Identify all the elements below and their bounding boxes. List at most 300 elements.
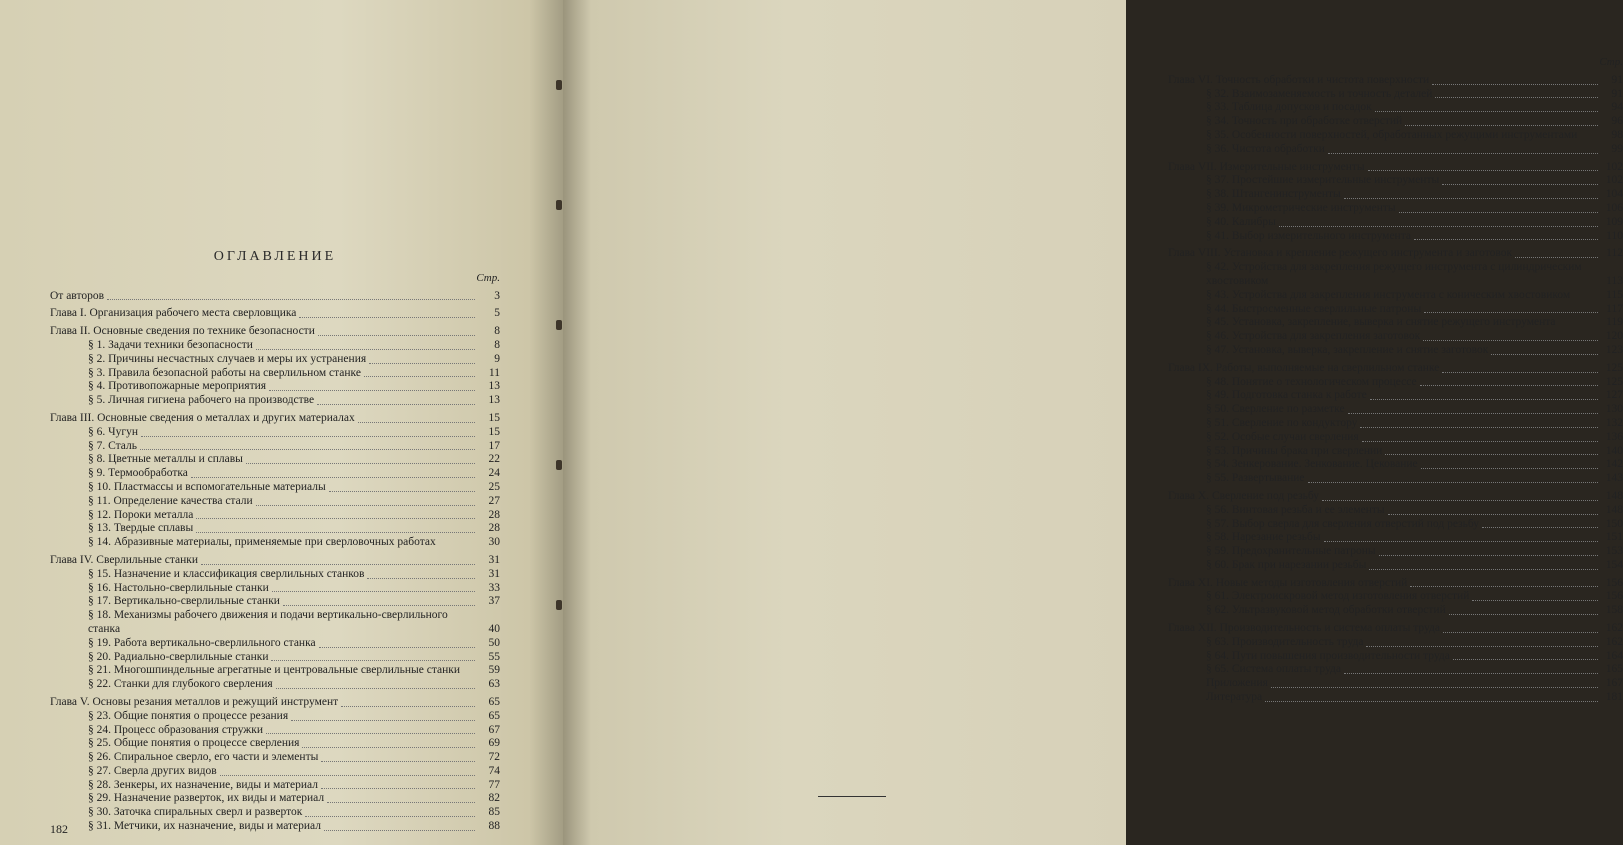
toc-entry — [1168, 663, 1623, 677]
toc-entry-title: § 32. Взаимозаменяемость и точность деталей — [1206, 87, 1433, 100]
toc-entry — [50, 509, 500, 523]
dot-leader — [364, 376, 475, 377]
dot-leader — [321, 761, 475, 762]
toc-entry — [1168, 490, 1623, 504]
dot-leader — [1472, 600, 1598, 601]
toc-entry-page: 40 — [488, 622, 500, 635]
toc-entry-page: 164 — [1605, 649, 1623, 662]
dot-leader — [1491, 354, 1598, 355]
toc-entry — [50, 367, 500, 381]
toc-entry-title: Глава XI. Новые методы изготовления отверстий — [1168, 576, 1408, 589]
toc-entry — [1168, 344, 1623, 358]
toc-entry-page: 22 — [488, 453, 500, 466]
toc-entry-title: От авторов — [50, 289, 105, 302]
toc-entry-page: 31 — [488, 567, 500, 580]
toc-entry-page: 158 — [1605, 604, 1623, 617]
toc-entry — [1168, 545, 1623, 559]
toc-entry-page: 117 — [1606, 302, 1623, 315]
toc-entry — [1168, 531, 1623, 545]
dot-leader — [1344, 198, 1598, 199]
dot-leader — [1420, 385, 1598, 386]
toc-entry-title: § 41. Выбор измерительного инструмента — [1206, 229, 1411, 242]
dot-leader — [1362, 441, 1598, 442]
dot-leader — [271, 660, 475, 661]
dot-leader — [1324, 541, 1598, 542]
toc-entry — [1168, 247, 1623, 261]
dot-leader — [1442, 184, 1598, 185]
toc-entry-page: 5 — [494, 307, 500, 320]
toc-entry-page: 156 — [1605, 576, 1623, 589]
toc-entry-title: § 13. Твердые сплавы — [88, 522, 194, 535]
toc-entry — [1168, 230, 1623, 244]
toc-entry-page: 167 — [1605, 677, 1623, 690]
dot-leader — [1370, 399, 1598, 400]
toc-entry — [1168, 590, 1623, 604]
toc-entry-title: § 22. Станки для глубокого сверления — [88, 678, 273, 691]
toc-entry-page: 120 — [1605, 330, 1623, 343]
toc-entry-page: 104 — [1605, 188, 1623, 201]
toc-entry — [1168, 604, 1623, 618]
toc-entry — [1168, 417, 1623, 431]
toc-entry — [50, 339, 500, 353]
toc-entry — [1168, 316, 1623, 330]
toc-entry — [50, 453, 500, 467]
toc-entry-page: 27 — [488, 494, 500, 507]
toc-entry — [1168, 691, 1623, 705]
dot-leader — [1385, 454, 1598, 455]
toc-entry-title: § 27. Сверла других видов — [88, 764, 217, 777]
toc-entry-title: § 15. Назначение и классификация сверлильных станков — [88, 567, 365, 580]
toc-entry-page: 94 — [1611, 101, 1623, 114]
toc-entry-title: § 8. Цветные металлы и сплавы — [88, 453, 243, 466]
toc-left — [50, 250, 500, 834]
toc-entry-page: 30 — [488, 536, 500, 549]
dot-leader — [305, 816, 475, 817]
toc-entry-title: § 6. Чугун — [88, 425, 138, 438]
toc-entry-title: § 25. Общие понятия о процессе сверления — [88, 737, 300, 750]
dot-leader — [246, 463, 475, 464]
dot-leader — [201, 564, 475, 565]
toc-entry-page: 13 — [488, 380, 500, 393]
toc-entry-title: § 52. Особые случаи сверления — [1206, 430, 1359, 443]
toc-entry-page: 15 — [488, 411, 500, 424]
toc-entry-page: 15 — [488, 425, 500, 438]
toc-entry — [50, 820, 500, 834]
dot-leader — [1405, 125, 1598, 126]
toc-entry-title: § 2. Причины несчастных случаев и меры их устранения — [88, 352, 367, 365]
toc-entry-page: 13 — [488, 394, 500, 407]
toc-entry-page: 24 — [488, 467, 500, 480]
toc-entry-title: § 50. Сверление по разметке — [1206, 403, 1345, 416]
toc-entry — [1168, 216, 1623, 230]
dot-leader — [1482, 527, 1598, 528]
toc-entry-page: 3 — [494, 289, 500, 302]
toc-entry-title: § 65. Система оплаты труда — [1206, 663, 1341, 676]
toc-entry-page: 9 — [494, 352, 500, 365]
toc-entry-title: § 14. Абразивные материалы, применяемые при сверловочных работах — [88, 536, 436, 549]
dot-leader — [1442, 372, 1598, 373]
toc-entry — [50, 325, 500, 339]
toc-entry-page: 148 — [1605, 503, 1623, 516]
toc-entry — [50, 290, 500, 304]
toc-entry-title: Глава X. Сверление под резьбу — [1168, 489, 1320, 502]
toc-entry-title: § 17. Вертикально-сверлильные станки — [88, 595, 280, 608]
toc-entry — [1168, 636, 1623, 650]
toc-entry-page: 37 — [488, 595, 500, 608]
dot-leader — [140, 449, 475, 450]
toc-entry-title: § 21. Многошпиндельные агрегатные и центровальные сверлильные станки — [88, 664, 460, 677]
toc-entry-title: § 9. Термообработка — [88, 467, 188, 480]
toc-entry-page: 8 — [494, 338, 500, 351]
toc-entry-title: § 48. Понятие о технологическом процессе — [1206, 375, 1417, 388]
toc-entry-page: 50 — [488, 636, 500, 649]
toc-entry — [50, 609, 500, 637]
dot-leader — [256, 505, 475, 506]
toc-entry-title: § 55. Развертывание — [1206, 472, 1305, 485]
toc-entry-title: § 5. Личная гигиена рабочего на производстве — [88, 394, 315, 407]
toc-entry-page: 28 — [488, 522, 500, 535]
dot-leader — [1344, 673, 1598, 674]
toc-entry-page: 106 — [1605, 201, 1623, 214]
dot-leader — [341, 706, 475, 707]
toc-entry-title: § 30. Заточка спиральных сверл и разверток — [88, 806, 303, 819]
toc-entry-title: § 39. Микрометрические инструменты — [1206, 201, 1396, 214]
dot-leader — [1435, 97, 1598, 98]
dot-leader — [1369, 569, 1598, 570]
toc-entry — [1168, 445, 1623, 459]
toc-entry-title: § 24. Процесс образования стружки — [88, 723, 263, 736]
toc-right — [1168, 56, 1623, 705]
toc-entry-page: 25 — [488, 480, 500, 493]
dot-leader — [318, 335, 475, 336]
toc-entry-page: 110 — [1606, 229, 1623, 242]
toc-entry-page: 74 — [488, 764, 500, 777]
toc-entry — [1168, 74, 1623, 88]
toc-entry-page: 143 — [1605, 472, 1623, 485]
dot-leader — [1515, 257, 1598, 258]
toc-entry-page: 151 — [1605, 531, 1623, 544]
toc-entry — [1168, 518, 1623, 532]
toc-entry — [50, 765, 500, 779]
toc-entry — [1168, 143, 1623, 157]
dot-leader — [283, 605, 475, 606]
toc-entry-title: § 57. Выбор сверла для сверления отверстий под резьбу — [1206, 517, 1480, 530]
toc-entry — [50, 751, 500, 765]
toc-entry-title: § 37. Простейшие измерительные инструменты — [1206, 174, 1440, 187]
toc-entry-title: § 40. Калибры — [1206, 215, 1276, 228]
dot-leader — [1388, 514, 1598, 515]
toc-entry-page: 11 — [488, 366, 500, 379]
dot-leader — [269, 390, 475, 391]
toc-entry — [1168, 289, 1623, 303]
toc-entry-title: § 47. Установка, выверка, закрепление и снятие заготовок — [1206, 343, 1489, 356]
dot-leader — [256, 349, 475, 350]
toc-entry-title: § 61. Электроискровой метод изготовления отверстий — [1206, 590, 1470, 603]
toc-entry-page: 67 — [488, 723, 500, 736]
toc-entry-title: § 44. Быстросменные сверлильные патроны — [1206, 302, 1422, 315]
toc-entry-page: 162 — [1605, 635, 1623, 648]
toc-entry-page: 69 — [488, 737, 500, 750]
toc-entry-page: 165 — [1605, 663, 1623, 676]
toc-entry — [1168, 129, 1623, 143]
toc-entry — [1168, 362, 1623, 376]
dot-leader — [1421, 468, 1598, 469]
toc-entry — [1168, 577, 1623, 591]
binding-stitch — [556, 320, 562, 330]
binding-stitch — [556, 80, 562, 90]
toc-entry-title: Глава VI. Точность обработки и чистота поверхности — [1168, 73, 1430, 86]
toc-entry-title: § 46. Устройства для закрепления заготовок — [1206, 330, 1421, 343]
toc-entry — [50, 595, 500, 609]
toc-entry — [1168, 622, 1623, 636]
dot-leader — [1322, 500, 1598, 501]
dot-leader — [1328, 153, 1598, 154]
dot-leader — [1379, 555, 1598, 556]
dot-leader — [272, 591, 475, 592]
toc-entry — [50, 467, 500, 481]
toc-entry-title: Приложения — [1206, 677, 1268, 690]
dot-leader — [324, 830, 475, 831]
toc-entry — [50, 737, 500, 751]
dot-leader — [1279, 226, 1598, 227]
toc-entry-title: Глава II. Основные сведения по технике безопасности — [50, 325, 315, 338]
toc-entry — [50, 792, 500, 806]
dot-leader — [196, 532, 475, 533]
dot-leader — [1265, 701, 1598, 702]
toc-entry-title: § 38. Штангенинструменты — [1206, 188, 1341, 201]
binding-stitch — [556, 200, 562, 210]
dot-leader — [1432, 84, 1598, 85]
toc-entry — [50, 710, 500, 724]
toc-entry-page: 65 — [488, 709, 500, 722]
toc-entry-page: 96 — [1611, 115, 1623, 128]
dot-leader — [196, 518, 475, 519]
binding-stitch — [556, 460, 562, 470]
toc-entry — [50, 481, 500, 495]
toc-entry-page: 109 — [1605, 215, 1623, 228]
toc-entry — [1168, 431, 1623, 445]
binding-stitch — [556, 600, 562, 610]
toc-entry — [1168, 161, 1623, 175]
dot-leader — [107, 299, 475, 300]
toc-entry-title: § 23. Общие понятия о процессе резания — [88, 709, 289, 722]
toc-entry-page: 33 — [488, 581, 500, 594]
toc-entry-title: § 49. Подготовка станка к работе — [1206, 389, 1367, 402]
toc-entry-title: § 4. Противопожарные мероприятия — [88, 380, 267, 393]
toc-entry-page: 130 — [1605, 403, 1623, 416]
toc-entry-title: § 34. Точность при обработке отверстий — [1206, 115, 1403, 128]
toc-entry-title: Глава VIII. Установка и крепление режущего инструмента и заготовок — [1168, 247, 1513, 260]
toc-entry-title: Глава XII. Производительность и система оплаты труда — [1168, 622, 1440, 635]
toc-entry-page: 85 — [488, 806, 500, 819]
toc-entry — [50, 353, 500, 367]
toc-entry-title: § 35. Особенности поверхностей, обработанных режущими инструментами — [1206, 128, 1578, 141]
toc-entry — [1168, 101, 1623, 115]
toc-entry-page: 123 — [1605, 343, 1623, 356]
toc-entry — [1168, 677, 1623, 691]
toc-entry-page: 59 — [488, 664, 500, 677]
toc-entry-page: 181 — [1605, 691, 1623, 704]
toc-entry — [1168, 88, 1623, 102]
toc-entry-page: 91 — [1611, 87, 1623, 100]
dot-leader — [1410, 586, 1598, 587]
toc-entry — [1168, 174, 1623, 188]
toc-entry — [50, 651, 500, 665]
dot-leader — [321, 788, 475, 789]
toc-entry-title: Глава V. Основы резания металлов и режущий инструмент — [50, 695, 339, 708]
dot-leader — [319, 647, 475, 648]
toc-entry — [1168, 650, 1623, 664]
toc-entry-title: § 3. Правила безопасной работы на сверлильном станке — [88, 366, 361, 379]
toc-entry — [50, 568, 500, 582]
toc-entry — [1168, 188, 1623, 202]
dot-leader — [1360, 427, 1598, 428]
dot-leader — [1423, 340, 1598, 341]
dot-leader — [367, 578, 475, 579]
toc-entry-page: 77 — [488, 778, 500, 791]
dot-leader — [1271, 687, 1598, 688]
toc-entry-title: § 51. Сверление по кондуктору — [1206, 416, 1358, 429]
dot-leader — [1449, 614, 1598, 615]
toc-entry-page: 132 — [1605, 416, 1623, 429]
toc-entry-page: 88 — [488, 820, 500, 833]
toc-entry-title: § 31. Метчики, их назначение, виды и материал — [88, 820, 321, 833]
toc-title: ОГЛАВЛЕНИЕ — [213, 249, 337, 264]
toc-entry-title: § 36. Чистота обработки — [1206, 142, 1325, 155]
dot-leader — [1453, 659, 1598, 660]
toc-entry-page: 113 — [1606, 274, 1623, 287]
toc-entry — [50, 582, 500, 596]
toc-entry-page: 55 — [488, 650, 500, 663]
toc-entry — [50, 495, 500, 509]
toc-entry — [1168, 389, 1623, 403]
toc-entry-title: § 58. Нарезание резьбы — [1206, 531, 1321, 544]
page-number: 182 — [50, 822, 68, 836]
dot-leader — [1399, 212, 1598, 213]
toc-entry — [50, 637, 500, 651]
toc-entry-title: § 63. Производительность труда — [1206, 635, 1364, 648]
toc-entry-title: § 12. Пороки металла — [88, 508, 194, 521]
dot-leader — [1308, 482, 1598, 483]
toc-entry — [1168, 472, 1623, 486]
toc-entry — [50, 380, 500, 394]
toc-entry-page: 99 — [1611, 142, 1623, 155]
dot-leader — [1414, 239, 1598, 240]
toc-entry — [50, 536, 500, 550]
toc-entry-page: 125 — [1605, 361, 1623, 374]
toc-entry — [50, 394, 500, 408]
toc-entry-title: Глава VII. Измерительные инструменты — [1168, 160, 1365, 173]
toc-entry-title: § 29. Назначение разверток, их виды и материал — [88, 792, 325, 805]
toc-entry-page: 65 — [488, 695, 500, 708]
dot-leader — [369, 363, 475, 364]
toc-entry-title: § 19. Работа вертикально-сверлильного станка — [88, 636, 316, 649]
toc-entry-page: 82 — [488, 792, 500, 805]
dot-leader — [1443, 632, 1598, 633]
toc-entry-page: 156 — [1605, 590, 1623, 603]
toc-entry-page: 31 — [488, 553, 500, 566]
toc-entry-page: 142 — [1605, 458, 1623, 471]
toc-entry — [50, 724, 500, 738]
toc-entry — [50, 554, 500, 568]
page-column-label: Стр. — [476, 271, 500, 284]
toc-entry-page: 115 — [1606, 288, 1623, 301]
toc-entry — [1168, 261, 1623, 289]
toc-entry-title: § 33. Таблица допусков и посадок — [1206, 101, 1372, 114]
dot-leader — [327, 802, 475, 803]
dot-leader — [220, 775, 475, 776]
toc-entry-title: § 10. Пластмассы и вспомогательные материалы — [88, 480, 326, 493]
toc-entry — [50, 806, 500, 820]
toc-entry — [1168, 559, 1623, 573]
dot-leader — [1348, 413, 1598, 414]
toc-entry-title: § 56. Винтовая резьба и ее элементы — [1206, 503, 1385, 516]
toc-entry-title: § 62. Ультразвуковой метод обработки отверстий — [1206, 604, 1446, 617]
toc-entry — [50, 678, 500, 692]
toc-entry-title: § 20. Радиально-сверлильные станки — [88, 650, 269, 663]
toc-entry-page: 28 — [488, 508, 500, 521]
toc-entry-page: 112 — [1606, 247, 1623, 260]
toc-entry-title: § 28. Зенкеры, их назначение, виды и материал — [88, 778, 319, 791]
toc-entry-page: 102 — [1605, 174, 1623, 187]
toc-entry-title: § 26. Спиральное сверло, его части и элементы — [88, 751, 319, 764]
toc-entry-title: § 45. Установка, закрепление, выверка и снятие режущего инструмента — [1206, 316, 1556, 329]
right-page — [563, 0, 1623, 845]
dot-leader — [358, 422, 475, 423]
toc-entry-page: 136 — [1605, 430, 1623, 443]
dot-leader — [302, 747, 475, 748]
dot-leader — [299, 317, 475, 318]
toc-entry-title: § 53. Причины брака при сверлении — [1206, 444, 1383, 457]
toc-entry — [1168, 115, 1623, 129]
toc-entry-title: § 7. Сталь — [88, 439, 137, 452]
toc-entry-page: 91 — [1611, 73, 1623, 86]
toc-entry-page: 63 — [488, 678, 500, 691]
toc-entry-page: 150 — [1605, 517, 1623, 530]
toc-right-entries — [1168, 74, 1623, 705]
dot-leader — [317, 404, 475, 405]
toc-entry-page: 148 — [1605, 489, 1623, 502]
toc-entry-title: § 60. Брак при нарезании резьбы — [1206, 558, 1367, 571]
toc-entry-title: Глава III. Основные сведения о металлах и других материалах — [50, 411, 355, 424]
dot-leader — [1368, 170, 1598, 171]
toc-entry — [50, 696, 500, 710]
toc-entry — [50, 779, 500, 793]
toc-entry — [50, 664, 500, 678]
toc-entry-title: § 18. Механизмы рабочего движения и подачи вертикально-сверлильного станка — [88, 609, 448, 635]
end-rule — [818, 796, 886, 797]
dot-leader — [191, 477, 475, 478]
toc-entry — [1168, 458, 1623, 472]
toc-entry-page: 127 — [1605, 389, 1623, 402]
toc-entry-page: 154 — [1605, 558, 1623, 571]
toc-left-entries — [50, 290, 500, 834]
toc-entry-page: 72 — [488, 751, 500, 764]
left-page — [0, 0, 563, 845]
toc-entry — [50, 307, 500, 321]
toc-entry — [1168, 403, 1623, 417]
dot-leader — [141, 436, 475, 437]
toc-entry-title: § 42. Устройства для закрепления режущего инструмента с цилиндрическим хвостовиком — [1206, 261, 1582, 287]
toc-entry — [50, 412, 500, 426]
dot-leader — [1366, 646, 1598, 647]
toc-entry-title: § 43. Устройства для закрепления инструмента с коническим хвостовиком — [1206, 288, 1571, 301]
toc-entry-title: § 16. Настольно-сверлильные станки — [88, 581, 269, 594]
toc-entry-page: 140 — [1605, 444, 1623, 457]
toc-entry — [1168, 504, 1623, 518]
toc-entry-title: Глава IV. Сверлильные станки — [50, 553, 199, 566]
toc-entry — [1168, 330, 1623, 344]
